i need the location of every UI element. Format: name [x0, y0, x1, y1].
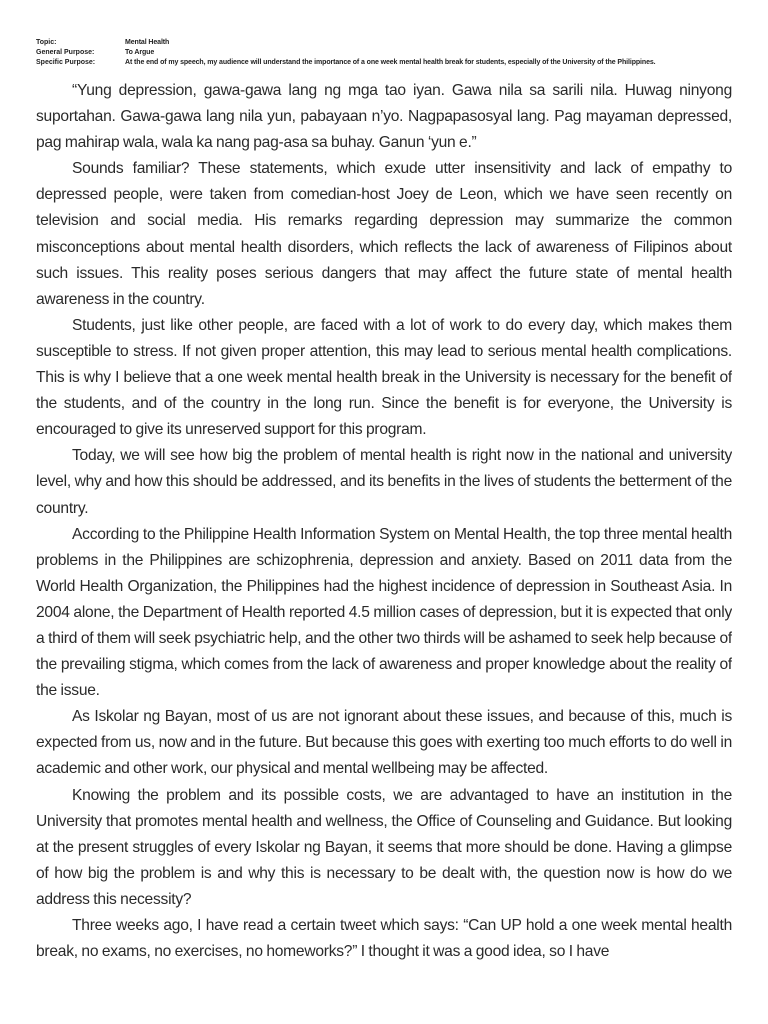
general-purpose-row — [36, 48, 736, 58]
specific-purpose-row — [36, 58, 736, 68]
paragraph-students: Students, just like other people, are faced with a lot of work to do every day, which makes them susceptible to stress. If not given proper attention, this may lead to serious mental health complications. This is why I believe that a one week mental health break in the University is necessary for the benefit of the students, and of the country in the long run. Since the benefit is for everyone, the University is encouraged to give its unreserved support for this program. — [36, 316, 732, 439]
paragraph-today: Today, we will see how big the problem of mental health is right now in the national and university level, why and how this should be addressed, and its benefits in the lives of students the betterment of the country. — [36, 447, 732, 517]
paragraph-tweet: Three weeks ago, I have read a certain tweet which says: “Can UP hold a one week mental health break, no exams, no exercises, no homeworks?” I thought it was a good idea, so I have — [36, 917, 732, 961]
specific-purpose-value: At the end of my speech, my audience will understand the importance of a one week mental health break for students, especially of the University of the Philippines. — [125, 59, 656, 66]
paragraph-statistics: According to the Philippine Health Information System on Mental Health, the top three mental health problems in the Philippines are schizophrenia, depression and anxiety. Based on 2011 data from the World Health Organization, the Philippines had the highest incidence of depression in Southeast Asia. In 2004 alone, the Department of Health reported 4.5 million cases of depression, but it is expected that only a third of them will seek psychiatric help, and the other two thirds will be ashamed to seek help because of the prevailing stigma, which comes from the lack of awareness and proper knowledge about the reality of the issue. — [36, 525, 732, 700]
topic-value: Mental Health — [125, 39, 170, 46]
paragraph-knowing-problem: Knowing the problem and its possible costs, we are advantaged to have an institution in the University that promotes mental health and wellness, the Office of Counseling and Guidance. But looking at the present struggles of every Iskolar ng Bayan, it seems that more should be done. Having a glimpse of how big the problem is and why this is necessary to be dealt with, the question now is how do we address this necessity? — [36, 786, 732, 908]
speech-body — [36, 78, 732, 1024]
paragraph-sounds-familiar: Sounds familiar? These statements, which exude utter insensitivity and lack of empathy to depressed people, were taken from comedian-host Joey de Leon, which we have seen recently on television and social media. His remarks regarding depression may summarize the common misconceptions about mental health disorders, which reflects the lack of awareness of Filipinos about such issues. This reality poses serious dangers that may affect the future state of mental health awareness in the country. — [36, 160, 732, 308]
paragraph-iskolar: As Iskolar ng Bayan, most of us are not ignorant about these issues, and because of this, much is expected from us, now and in the future. But because this goes with exerting too much efforts to do well in academic and other work, our physical and mental wellbeing may be affected. — [36, 708, 732, 778]
topic-row — [36, 38, 736, 48]
specific-purpose-label: Specific Purpose: — [36, 59, 96, 66]
general-purpose-value: To Argue — [125, 49, 155, 56]
topic-label: Topic: — [36, 39, 57, 46]
general-purpose-label: General Purpose: — [36, 49, 95, 56]
speech-header — [36, 38, 736, 68]
paragraph-opening-quote: “Yung depression, gawa-gawa lang ng mga tao iyan. Gawa nila sa sarili nila. Huwag ninyong suportahan. Gawa-gawa lang nila yun, pabayaan n’yo. Nagpapasosyal lang. Pag mayaman depressed, pag mahirap wala, wala ka nang pag-asa sa buhay. Ganun ‘yun e.” — [36, 82, 732, 152]
